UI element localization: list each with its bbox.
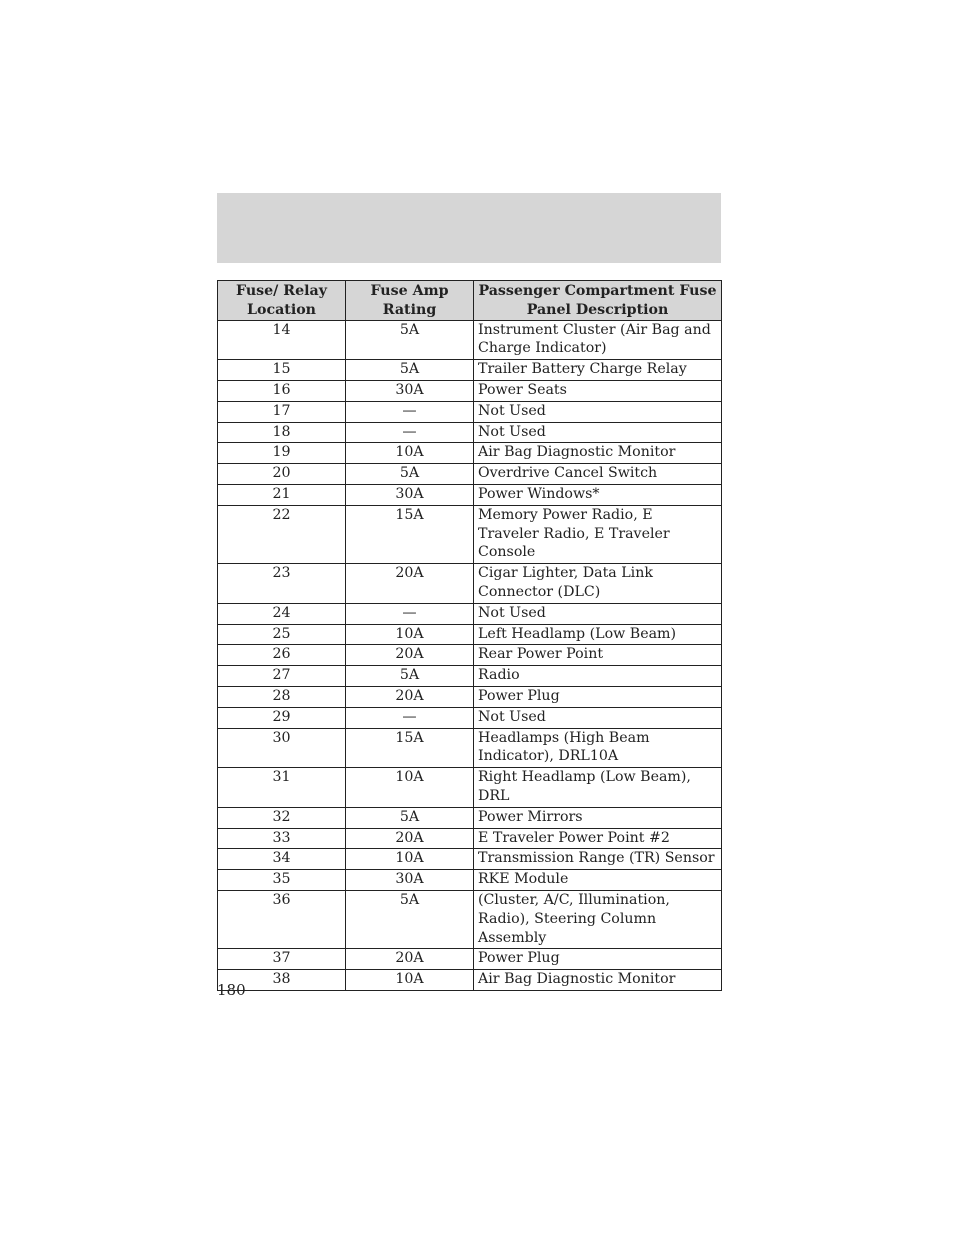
fuse-location-cell: 36 [218, 890, 346, 948]
fuse-amp-cell: — [346, 603, 474, 624]
table-row [218, 828, 722, 849]
table-row [218, 666, 722, 687]
fuse-amp-cell: 5A [346, 320, 474, 360]
fuse-description-cell: Not Used [474, 707, 722, 728]
fuse-amp-cell: 15A [346, 505, 474, 563]
fuse-amp-cell: 5A [346, 807, 474, 828]
fuse-description-cell: E Traveler Power Point #2 [474, 828, 722, 849]
fuse-location-cell: 29 [218, 707, 346, 728]
table-row [218, 401, 722, 422]
table-row [218, 768, 722, 808]
fuse-location-cell: 16 [218, 380, 346, 401]
table-row [218, 870, 722, 891]
fuse-location-cell: 34 [218, 849, 346, 870]
fuse-description-cell: Power Windows* [474, 484, 722, 505]
fuse-amp-cell: 5A [346, 666, 474, 687]
table-row [218, 624, 722, 645]
fuse-amp-cell: 20A [346, 828, 474, 849]
fuse-amp-cell: 10A [346, 849, 474, 870]
fuse-location-cell: 22 [218, 505, 346, 563]
fuse-amp-cell: — [346, 422, 474, 443]
fuse-location-cell: 32 [218, 807, 346, 828]
fuse-location-cell: 35 [218, 870, 346, 891]
table-row [218, 360, 722, 381]
fuse-location-cell: 30 [218, 728, 346, 768]
page-number: 180 [217, 981, 246, 999]
fuse-amp-cell: 30A [346, 380, 474, 401]
fuse-description-cell: Left Headlamp (Low Beam) [474, 624, 722, 645]
fuse-location-cell: 21 [218, 484, 346, 505]
fuse-amp-cell: 30A [346, 870, 474, 891]
table-row [218, 890, 722, 948]
fuse-amp-cell: 10A [346, 624, 474, 645]
fuse-amp-cell: 20A [346, 949, 474, 970]
fuse-description-cell: Power Mirrors [474, 807, 722, 828]
fuse-description-cell: Overdrive Cancel Switch [474, 464, 722, 485]
fuse-location-cell: 15 [218, 360, 346, 381]
fuse-amp-cell: 10A [346, 970, 474, 991]
fuse-amp-cell: 30A [346, 484, 474, 505]
fuse-location-cell: 17 [218, 401, 346, 422]
fuse-table [217, 280, 722, 991]
fuse-description-cell: Transmission Range (TR) Sensor [474, 849, 722, 870]
fuse-amp-cell: 10A [346, 443, 474, 464]
fuse-amp-cell: 20A [346, 686, 474, 707]
fuse-amp-cell: 20A [346, 564, 474, 604]
fuse-location-cell: 33 [218, 828, 346, 849]
fuse-location-cell: 31 [218, 768, 346, 808]
fuse-description-cell: Not Used [474, 422, 722, 443]
fuse-location-cell: 14 [218, 320, 346, 360]
fuse-description-cell: Rear Power Point [474, 645, 722, 666]
fuse-location-cell: 18 [218, 422, 346, 443]
table-row [218, 484, 722, 505]
fuse-description-cell: Headlamps (High Beam Indicator), DRL10A [474, 728, 722, 768]
fuse-description-cell: Cigar Lighter, Data Link Connector (DLC) [474, 564, 722, 604]
table-header-row [218, 281, 722, 321]
table-row [218, 603, 722, 624]
fuse-location-cell: 37 [218, 949, 346, 970]
fuse-description-cell: Memory Power Radio, E Traveler Radio, E Traveler Console [474, 505, 722, 563]
header-location: Fuse/ Relay Location [218, 281, 346, 321]
fuse-description-cell: Radio [474, 666, 722, 687]
fuse-location-cell: 26 [218, 645, 346, 666]
fuse-description-cell: Power Seats [474, 380, 722, 401]
fuse-description-cell: Not Used [474, 401, 722, 422]
fuse-amp-cell: 5A [346, 890, 474, 948]
fuse-description-cell: RKE Module [474, 870, 722, 891]
table-row [218, 422, 722, 443]
fuse-amp-cell: 15A [346, 728, 474, 768]
fuse-location-cell: 38 [218, 970, 346, 991]
fuse-description-cell: Not Used [474, 603, 722, 624]
table-row [218, 464, 722, 485]
fuse-location-cell: 28 [218, 686, 346, 707]
table-row [218, 970, 722, 991]
table-row [218, 707, 722, 728]
table-row [218, 564, 722, 604]
table-row [218, 849, 722, 870]
fuse-amp-cell: 5A [346, 464, 474, 485]
fuse-location-cell: 20 [218, 464, 346, 485]
table-row [218, 949, 722, 970]
fuse-amp-cell: 20A [346, 645, 474, 666]
fuse-description-cell: Power Plug [474, 686, 722, 707]
fuse-description-cell: Right Headlamp (Low Beam), DRL [474, 768, 722, 808]
header-amp-rating: Fuse Amp Rating [346, 281, 474, 321]
fuse-description-cell: Air Bag Diagnostic Monitor [474, 970, 722, 991]
fuse-amp-cell: — [346, 707, 474, 728]
table-row [218, 320, 722, 360]
fuse-location-cell: 23 [218, 564, 346, 604]
fuse-amp-cell: 5A [346, 360, 474, 381]
table-row [218, 807, 722, 828]
section-header-band [217, 193, 721, 263]
fuse-amp-cell: — [346, 401, 474, 422]
fuse-description-cell: Air Bag Diagnostic Monitor [474, 443, 722, 464]
fuse-description-cell: Instrument Cluster (Air Bag and Charge Indicator) [474, 320, 722, 360]
fuse-location-cell: 19 [218, 443, 346, 464]
header-description: Passenger Compartment Fuse Panel Description [474, 281, 722, 321]
fuse-description-cell: (Cluster, A/C, Illumination, Radio), Steering Column Assembly [474, 890, 722, 948]
table-row [218, 380, 722, 401]
fuse-description-cell: Trailer Battery Charge Relay [474, 360, 722, 381]
fuse-location-cell: 25 [218, 624, 346, 645]
table-row [218, 728, 722, 768]
fuse-location-cell: 24 [218, 603, 346, 624]
fuse-amp-cell: 10A [346, 768, 474, 808]
table-row [218, 443, 722, 464]
fuse-description-cell: Power Plug [474, 949, 722, 970]
table-row [218, 686, 722, 707]
fuse-location-cell: 27 [218, 666, 346, 687]
table-row [218, 645, 722, 666]
table-row [218, 505, 722, 563]
